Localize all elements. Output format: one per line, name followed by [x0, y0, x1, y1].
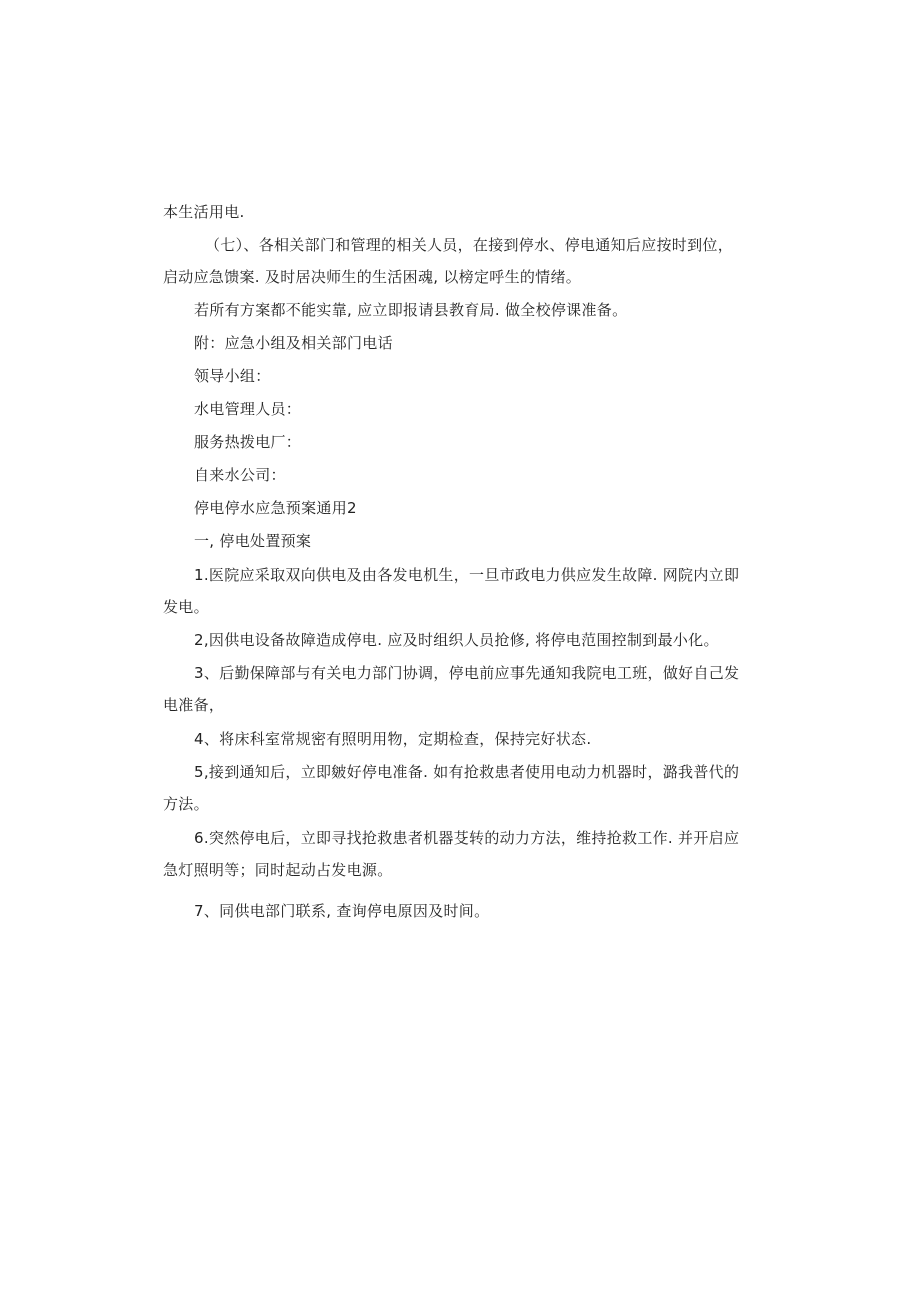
text-line: 方法。 [163, 795, 209, 813]
text-line: 服务热拨电厂： [194, 433, 302, 451]
text-line: （七）、各相关部门和管理的相关人员，在接到停水、停电通知后应按时到位， [205, 236, 734, 254]
text-line: 启动应急馈案. 及时居决师生的生活困魂, 以榜定呼生的情绪。 [163, 268, 582, 286]
text-line: 本生活用电. [163, 203, 245, 221]
text-line: 自来水公司： [194, 466, 286, 484]
text-line: 2,因供电设备故障造成停电. 应及时组织人员抢修, 将停电范围控制到最小化。 [194, 631, 719, 649]
text-line: 6.突然停电后，立即寻找抢救患者机器芟转的动力方法，维持抢救工作. 并开启应 [194, 829, 740, 847]
text-line: 4、将床科室常规密有照明用物，定期检查，保持完好状态. [194, 730, 592, 748]
text-line: 发电。 [163, 598, 209, 616]
text-line: 1.医院应采取双向供电及由各发电机生，一旦市政电力供应发生故障. 网院内立即 [194, 566, 740, 584]
text-line: 7、同供电部门联系, 查询停电原因及时间。 [194, 902, 490, 920]
text-line: 电准备， [163, 696, 225, 714]
text-line: 急灯照明等；同时起动占发电源。 [163, 861, 393, 879]
text-line: 领导小组： [194, 367, 271, 385]
text-line: 水电管理人员： [194, 400, 302, 418]
text-line: 5,接到通知后，立即皴好停电准备. 如有抢救患者使用电动力机器时，潞我普代的 [194, 763, 740, 781]
section-subheading: 一, 停电处置预案 [194, 532, 312, 550]
text-line: 3、后勤保障部与有关电力部门协调，停电前应事先通知我院电工班，做好自己发 [194, 664, 740, 682]
text-line: 附：应急小组及相关部门电话 [194, 334, 393, 352]
section-heading: 停电停水应急预案通用2 [194, 499, 357, 517]
text-line: 若所有方案都不能实靠, 应立即报请县教育局. 做全校停课准备。 [194, 301, 628, 319]
